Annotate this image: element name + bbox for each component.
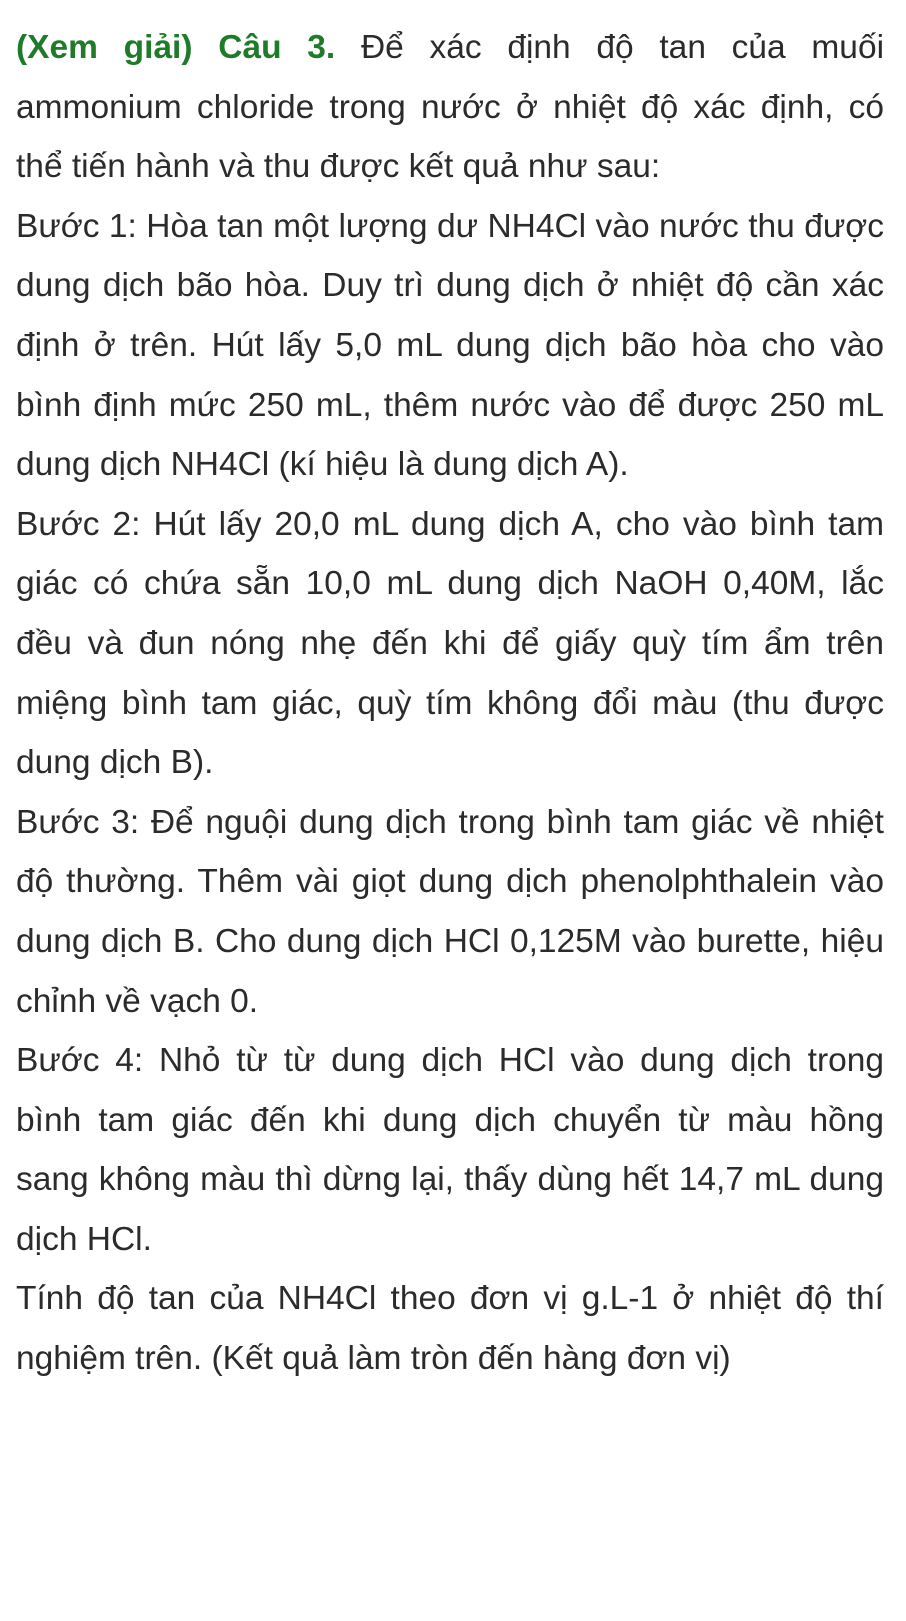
question-content bbox=[16, 18, 884, 1389]
question-intro-paragraph bbox=[16, 18, 884, 197]
task-paragraph: Tính độ tan của NH4Cl theo đơn vị g.L-1 ở nhiệt độ thí nghiệm trên. (Kết quả làm tròn đến hàng đơn vị) bbox=[16, 1280, 884, 1378]
step-4-paragraph: Bước 4: Nhỏ từ từ dung dịch HCl vào dung dịch trong bình tam giác đến khi dung dịch chuyển từ màu hồng sang không màu thì dừng lại, thấy dùng hết 14,7 mL dung dịch HCl. bbox=[16, 1042, 884, 1258]
step-1-paragraph: Bước 1: Hòa tan một lượng dư NH4Cl vào nước thu được dung dịch bão hòa. Duy trì dung dịch ở nhiệt độ cần xác định ở trên. Hút lấy 5,0 mL dung dịch bão hòa cho vào bình định mức 250 mL, thêm nước vào để được 250 mL dung dịch NH4Cl (kí hiệu là dung dịch A). bbox=[16, 207, 884, 484]
step-2-paragraph: Bước 2: Hút lấy 20,0 mL dung dịch A, cho vào bình tam giác có chứa sẵn 10,0 mL dung dịch NaOH 0,40M, lắc đều và đun nóng nhẹ đến khi để giấy quỳ tím ẩm trên miệng bình tam giác, quỳ tím không đổi màu (thu được dung dịch B). bbox=[16, 505, 884, 782]
question-number: Câu 3. bbox=[218, 29, 336, 66]
step-3-paragraph: Bước 3: Để nguội dung dịch trong bình tam giác về nhiệt độ thường. Thêm vài giọt dung dịch phenolphthalein vào dung dịch B. Cho dung dịch HCl 0,125M vào burette, hiệu chỉnh về vạch 0. bbox=[16, 803, 884, 1020]
question-intro-text: Để xác định độ tan của muối ammonium chloride trong nước ở nhiệt độ xác định, có thể tiến hành và thu được kết quả như sau: bbox=[16, 29, 885, 186]
view-solution-link[interactable]: (Xem giải) bbox=[16, 29, 193, 66]
